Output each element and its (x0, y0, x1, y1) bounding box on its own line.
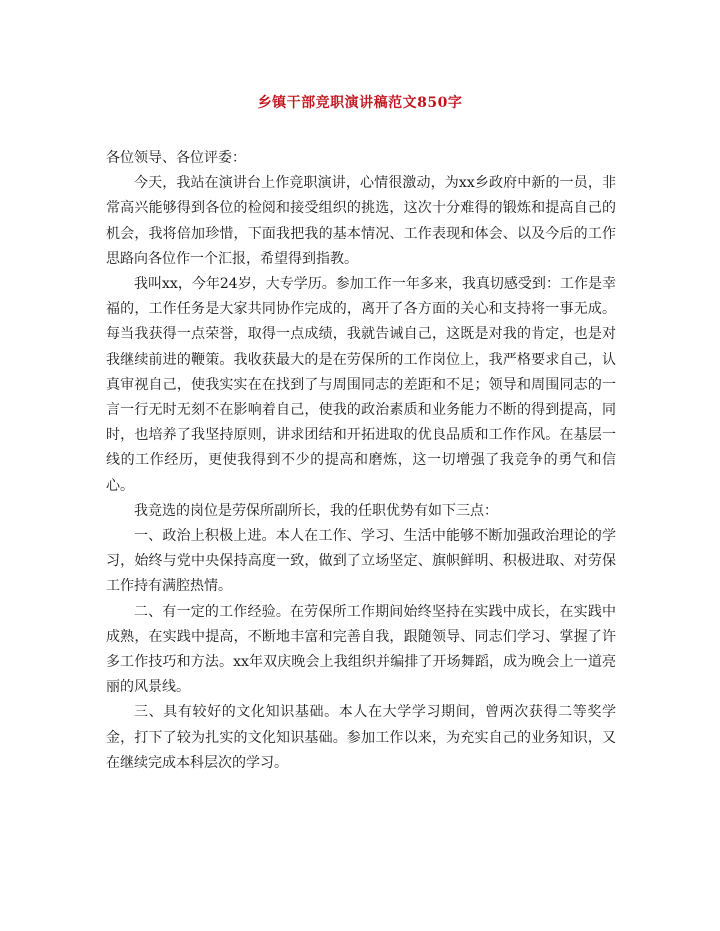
document-body (106, 146, 616, 776)
paragraph-opening: 今天，我站在演讲台上作竞职演讲，心情很激动，为xx乡政府中新的一员，非常高兴能够得到各位的检阅和接受组织的挑选，这次十分难得的锻炼和提高自己的机会，我将倍加珍惜，下面我把我的基本情况、工作表现和体会、以及今后的工作思路向各位作一个汇报，希望得到指教。 (106, 175, 616, 267)
document-title: 乡镇干部竞职演讲稿范文850字 (257, 95, 463, 111)
salutation: 各位领导、各位评委： (106, 150, 246, 166)
paragraph-position: 我竞选的岗位是劳保所副所长，我的任职优势有如下三点： (134, 502, 498, 519)
paragraph-self-introduction: 我叫xx，今年24岁，大专学历。参加工作一年多来，我真切感受到：工作是幸福的，工作任务是大家共同协作完成的，离开了各方面的关心和支持将一事无成。每当我获得一点荣誉，取得一点成绩，我就告诫自己，这既是对我的肯定，也是对我继续前进的鞭策。我收获最大的是在劳保所的工作岗位上，我严格要求自己，认真审视自己，使我实实在在找到了与周围同志的差距和不足；领导和周围同志的一言一行无时无刻不在影响着自己，使我的政治素质和业务能力不断的得到提高，同时，也培养了我坚持原则，讲求团结和开拓进取的优良品质和工作作风。在基层一线的工作经历，更使我得到不少的提高和磨炼，这一切增强了我竞争的勇气和信心。 (106, 276, 616, 494)
paragraph-advantage-experience: 二、有一定的工作经验。在劳保所工作期间始终坚持在实践中成长，在实践中成熟，在实践中提高，不断地丰富和完善自我，跟随领导、同志们学习、掌握了许多工作技巧和方法。xx年双庆晚会上我组织并编排了开场舞蹈，成为晚会上一道亮丽的风景线。 (106, 603, 616, 696)
paragraph-advantage-knowledge: 三、具有较好的文化知识基础。本人在大学学习期间，曾两次获得二等奖学金，打下了较为扎实的文化知识基础。参加工作以来，为充实自己的业务知识，又在继续完成本科层次的学习。 (106, 704, 616, 771)
paragraph-advantage-political: 一、政治上积极上进。本人在工作、学习、生活中能够不断加强政治理论的学习，始终与党中央保持高度一致，做到了立场坚定、旗帜鲜明、积极进取、对劳保工作持有满腔热情。 (106, 528, 616, 595)
